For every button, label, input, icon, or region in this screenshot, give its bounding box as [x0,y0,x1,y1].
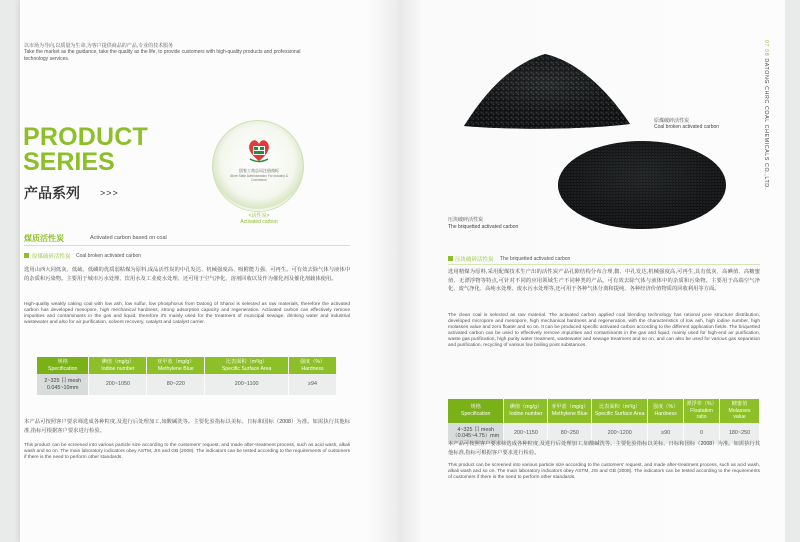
header-surface-area: 比表面积（m²/g） Specific Surface Area [205,357,289,374]
header-hardness: 强度（%） Hardness [648,399,684,423]
pile1-caption-cn: 原煤破碎活性炭 [654,118,690,124]
header-surface-area: 比表面积（m²/g） Specific Surface Area [592,399,648,423]
trademark-logo-icon [245,135,273,163]
badge-org-en: Afore State Administration For Industry & Commerce [230,174,288,182]
header-hardness: 强度（%） Hardness [289,357,337,374]
cell-methylene: 80~220 [147,374,205,395]
slogan-en: Take the market as the guidance, take the quality as the life, to provide customers with high-quality products and professional technology services. [24,49,301,62]
note-cn: 本产品可按照客户要求筛选成各种粒度,及进行后处理加工,如酸碱洗等。主要化验指标以美标、日标和国标（2008）为准。如需执行其他标准,指标可根据客户要求进行检验。 [448,441,760,456]
section-divider [24,232,350,246]
cell-iodine: 200~1050 [89,374,147,395]
header-iodine: 碘值（mg/g） Iodine number [504,399,548,423]
subheading-en: The briquetted activated carbon [500,255,571,262]
vertical-header [763,40,773,200]
badge-caption-cn: <活性炭> [248,213,270,219]
section-title-cn: 煤质活性炭 [24,234,64,243]
title-series: SERIES [23,148,115,176]
cell-spec: 4~325 目 mesh （0.045~4.75）mm [448,423,504,444]
title-arrows: >>> [100,188,119,198]
cell-surface-area: 200~1100 [205,374,289,395]
cell-surface-area: 200~1200 [592,423,648,444]
cell-methylene: 80~250 [548,423,592,444]
coal-broken-carbon-image [460,46,632,130]
trademark-badge [212,120,304,212]
title-product: PRODUCT [23,123,149,151]
note-en: This product can be screened into various particle size according to the customers' request, and made after-treatment process, such as acid wash, alkali wash and so on. The main laboratory indicators obey ASTM, JIS and GB (2008). The indicators can be tested according to the requirements of customers if there is the need to perform other standards. [448,463,760,481]
page-number: 07 08 [763,40,769,57]
spec-table [37,357,337,395]
header-molasses: 糖蜜值 Molasses value [720,399,760,423]
header-methylene: 亚甲蓝（mg/g） Methylene Blue [548,399,592,423]
cell-iodine: 200~1150 [504,423,548,444]
bullet-square-icon [24,253,29,258]
note-cn: 本产品可按照客户要求筛选成各种粒度,及进行后处理加工,如酸碱洗等。主要化验指标以美标、日标和国标（2008）为准。如需执行其他标准,指标可根据客户要求进行检验。 [24,419,350,434]
cell-floatation: 0 [684,423,720,444]
header-iodine: 碘值（mg/g） Iodine number [89,357,147,374]
subheading-en: Coal broken activated carbon [76,252,142,259]
badge-caption-en: Activated carbon [240,219,278,225]
header-methylene: 亚甲蓝（mg/g） Methylene Blue [147,357,205,374]
cell-hardness: ≥90 [648,423,684,444]
pile1-caption-en: Coal broken activated carbon [654,124,720,130]
company-name: DATONG CHRC COAL CHEMICALS CO.,LTD. [763,58,769,190]
subheading-divider [448,264,760,265]
badge-org-cn: 国家工商总局注册商标 [239,168,279,173]
spec-table [448,399,760,444]
pile2-caption-cn: 压块破碎活性炭 [448,217,484,223]
description-en: The clean coal is selected as raw material. The activated carbon applied coal blending technology has rational pore structure distribution, developed micropore and mesopore, high mechanical hardness and regeneration, with the characteristics of low ash, high iodine number, high molasses value and zero floater and so on. It can be produced specific activated carbon according to the different application fields. The briquetted activated carbon can be used to effectively remove impurities and contaminants in the gas and liquid, mainly used for high-end air purification, waste gas purification, high purity water treatment, wastewater and sewage treatment and so on, and can also be used for various gas separation and purification, recycling of various low boiling point substances. [448,313,760,349]
header-floatation: 漂浮率（%） Floatation ratio [684,399,720,423]
header-specification: 规格 Specification [37,357,89,374]
cell-spec: 2~325 目 mesh 0.045~10mm [37,374,89,395]
slogan-cn: 以市场为导向,以质量为生命,为客户提供商品的产品,专业的技术服务 [24,43,174,49]
subheading-cn: 压块破碎活性炭 [455,257,494,263]
header-specification: 规格 Specification [448,399,504,423]
table-header-row [448,399,760,423]
cell-hardness: ≥94 [289,374,337,395]
briquetted-carbon-image [556,138,729,232]
section-title-en: Activated carbon based on coal [90,235,167,241]
description-en: High-quality weakly caking coal with low ash, low sulfur, low phosphorus from Datong of Shanxi is selected as raw materials, therefore the activated carbon has developed mesopore, high mechanical hardness, strong adsorption capacity and regeneration. Activated carbon can effectively remove impurities and contaminants in the gas and liquid, therefore it's mainly used for the treatment of municipal sewage, drinking water and industrial wastewater and also for air purification, solvent recovery, catalyst and catalyst carrier. [24,302,350,326]
description-cn: 选用精煤为原料,采用配煤技术生产出的活性炭产品孔隙结构分布合理,微、中孔发达,机械强度高,可再生,具有低灰、高碘值、高糖蜜值、无漂浮物等特点,可针对不同的应用领域生产不同种类的产品。可有效去除气体与液体中的杂质和污染物。主要用于高端空气净化、废气净化、高纯水处理、废水污水处理等,还可用于各种气体分离和提纯、各种经济价值物质的回收利用等方面。 [448,269,760,293]
description-cn: 选用山西大同低灰、低硫、低磷的优质弱粘煤为原料,成品活性炭的中孔发达、机械强度高、吸附能力强、可再生。可有效去除气体与液体中的杂质和污染物。主要用于城市污水处理、饮用水及工业废水处理、还可用于空气净化、溶剂回收以及作为催化剂及催化剂载体使用。 [24,267,350,282]
slogan [24,43,304,62]
table-header-row [37,357,337,374]
table-row [37,374,337,395]
subheading-cn: 原煤破碎活性炭 [32,254,71,260]
bullet-square-icon [448,256,453,261]
title-cn: 产品系列 [24,185,80,201]
note-en: This product can be screened into various particle size according to the customers' request, and made after-treatment process, such as acid wash, alkali wash and so on. The main laboratory indicators obey ASTM, JIS and GB (2008). The indicators can be tested according to the requirements of customers if there is the need to perform other standards. [24,443,350,461]
cell-molasses: 180~250 [720,423,760,444]
pile2-caption-en: The briquetted activated carbon [448,224,519,230]
